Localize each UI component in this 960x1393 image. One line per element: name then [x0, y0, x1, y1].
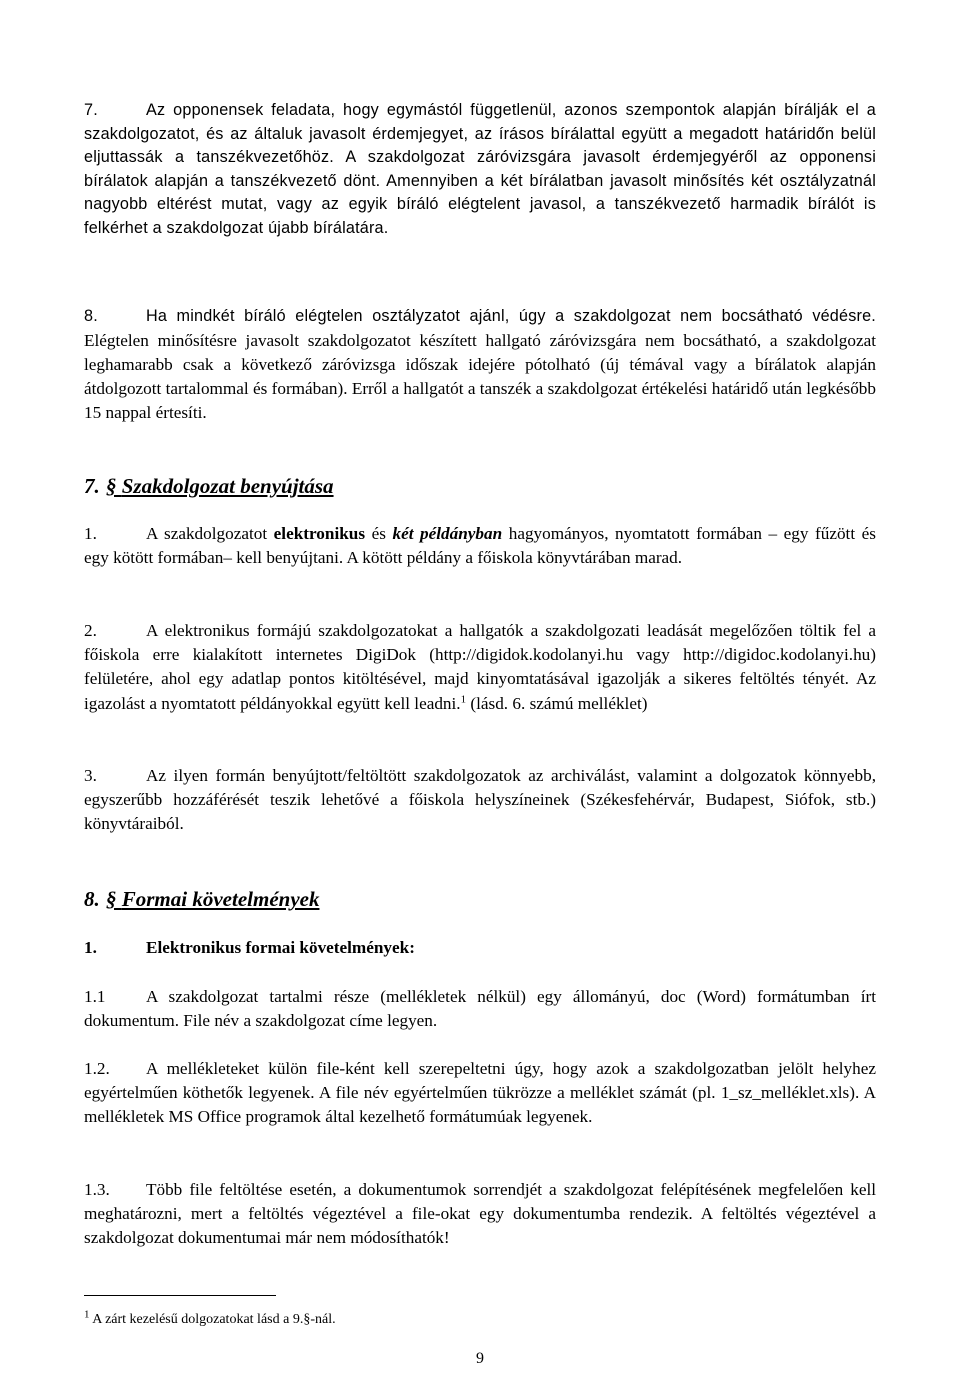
- item-8-text-a: Ha mindkét bíráló elégtelen osztályzatot ajánl, úgy a szakdolgozat nem bocsátható védésre.: [146, 307, 876, 325]
- s7p1-bold: elektronikus: [273, 524, 366, 543]
- footnote-mark: 1: [84, 1308, 90, 1321]
- s7p2-number: 2.: [84, 621, 97, 640]
- s7p2-tail: (lásd. 6. számú melléklet): [466, 693, 648, 713]
- s8-sub-title: Elektronikus formai követelmények:: [146, 938, 415, 957]
- section-8-paragraph-1-2: [84, 1057, 876, 1130]
- section-8-paragraph-1-1: [84, 985, 876, 1033]
- s7p3-number: 3.: [84, 766, 97, 785]
- s8p11-text: A szakdolgozat tartalmi része (mellékletek nélkül) egy állományú, doc (Word) formátumban írt dokumentum. File név a szakdolgozat címe legyen.: [84, 987, 876, 1031]
- section-8-paragraph-1-3: [84, 1178, 876, 1251]
- section-8-subheading: [84, 936, 415, 960]
- item-7-paragraph: [84, 99, 876, 241]
- section-8-mark: §: [106, 887, 117, 911]
- s8p13-text: Több file feltöltése esetén, a dokumentumok sorrendjét a szakdolgozat felépítésének megfelelően kell meghatározni, mert a feltöltés végeztével a file-okat egy dokumentumba rendezik. A feltöltés végeztével a szakdolgozat dokumentumai már nem módosíthatók!: [84, 1180, 876, 1248]
- s8p12-number: 1.2.: [84, 1059, 110, 1078]
- s8p12-text: A mellékleteket külön file-ként kell szerepeltetni úgy, hogy azok a szakdolgozatban jelölt helyhez egyértelműen köthetők legyenek. A file név egyértelműen tükrözze a melléklet számát (pl. 1_sz_melléklet.xls). A mellékletek MS Office programok által kezelhető formátumúak legyenek.: [84, 1059, 876, 1127]
- item-8-number: 8.: [84, 307, 98, 325]
- s7p1-text-mid: és: [365, 524, 393, 543]
- item-8-paragraph: [84, 304, 876, 425]
- item-8-text-b: Elégtelen minősítésre javasolt szakdolgozatot készített hallgató záróvizsgára nem bocsátható, a szakdolgozat leghamarabb csak a következő záróvizsga időszak idejére pótolható (új témával vagy a bírálatok alapján átdolgozott tartalommal és formában). Erről a hallgatót a tanszék a szakdolgozat értékelési határidő után legkésőbb 15 nappal értesíti.: [84, 330, 876, 422]
- section-7-heading: [84, 473, 334, 499]
- s7p3-text: Az ilyen formán benyújtott/feltöltött szakdolgozatok az archiválást, valamint a dolgozatok könnyebb, egyszerűbb hozzáférését teszik lehetővé a főiskola helyszíneinek (Székesfehérvár, Budapest, Siófok, stb.) könyvtáraiból.: [84, 766, 876, 834]
- item-7-text: Az opponensek feladata, hogy egymástól függetlenül, azonos szempontok alapján bírálják el a szakdolgozatot, és az általuk javasolt érdemjegyet, az írásos bírálattal együtt a megadott határidőn belül eljuttassák a tanszékvezetőhöz. A szakdolgozat záróvizsgára javasolt érdemjegyéről az opponensi bírálatok alapján a tanszékvezető dönt. Amennyiben a két bírálatban javasolt minősítés két osztályzatnál nagyobb eltérést mutat, vagy az egyik bíráló elégtelent javasol, a tanszékvezető harmadik bírálót is felkérhet a szakdolgozat újabb bírálatára.: [84, 101, 876, 237]
- section-8-number: 8.: [84, 887, 100, 911]
- section-7-paragraph-1: [84, 522, 876, 570]
- section-8-heading: [84, 886, 319, 912]
- section-7-number: 7.: [84, 474, 100, 498]
- s7p1-bold-italic: két példányban: [392, 524, 503, 543]
- section-7-title: Szakdolgozat benyújtása: [121, 474, 334, 498]
- s7p2-text: A elektronikus formájú szakdolgozatokat a hallgatók a szakdolgozati leadását megelőzően töltik fel a főiskola erre kialakított internetes DigiDok (http://digidok.kodolanyi.hu vagy http://digidoc.kodolanyi.hu) felületére, ahol egy adatlap pontos kitöltésével, majd kinyomtatásával igazolják a sikeres feltöltés tényét. Az igazolást a nyomtatott példányokkal együtt kell leadni.: [84, 621, 876, 713]
- section-7-paragraph-2: [84, 619, 876, 716]
- section-7-mark: §: [106, 474, 117, 498]
- s8p13-number: 1.3.: [84, 1180, 110, 1199]
- s7p1-number: 1.: [84, 524, 97, 543]
- footnote: [84, 1308, 336, 1329]
- s8p11-number: 1.1: [84, 987, 106, 1006]
- footnote-text: A zárt kezelésű dolgozatokat lásd a 9.§-nál.: [89, 1312, 336, 1327]
- s7p1-text-pre: A szakdolgozatot: [146, 524, 274, 543]
- section-8-title: Formai követelmények: [121, 887, 320, 911]
- s7p1-text-post: hagyományos, nyomtatott formában – egy fűzött és egy kötött formában– kell benyújtani. A kötött példány a főiskola könyvtárában marad.: [84, 524, 876, 568]
- s8-sub-number: 1.: [84, 938, 97, 957]
- item-7-number: 7.: [84, 101, 98, 119]
- footnote-divider: [84, 1295, 276, 1296]
- page-number: 9: [476, 1350, 484, 1367]
- section-7-paragraph-3: [84, 764, 876, 837]
- footnote-ref[interactable]: 1: [460, 692, 467, 705]
